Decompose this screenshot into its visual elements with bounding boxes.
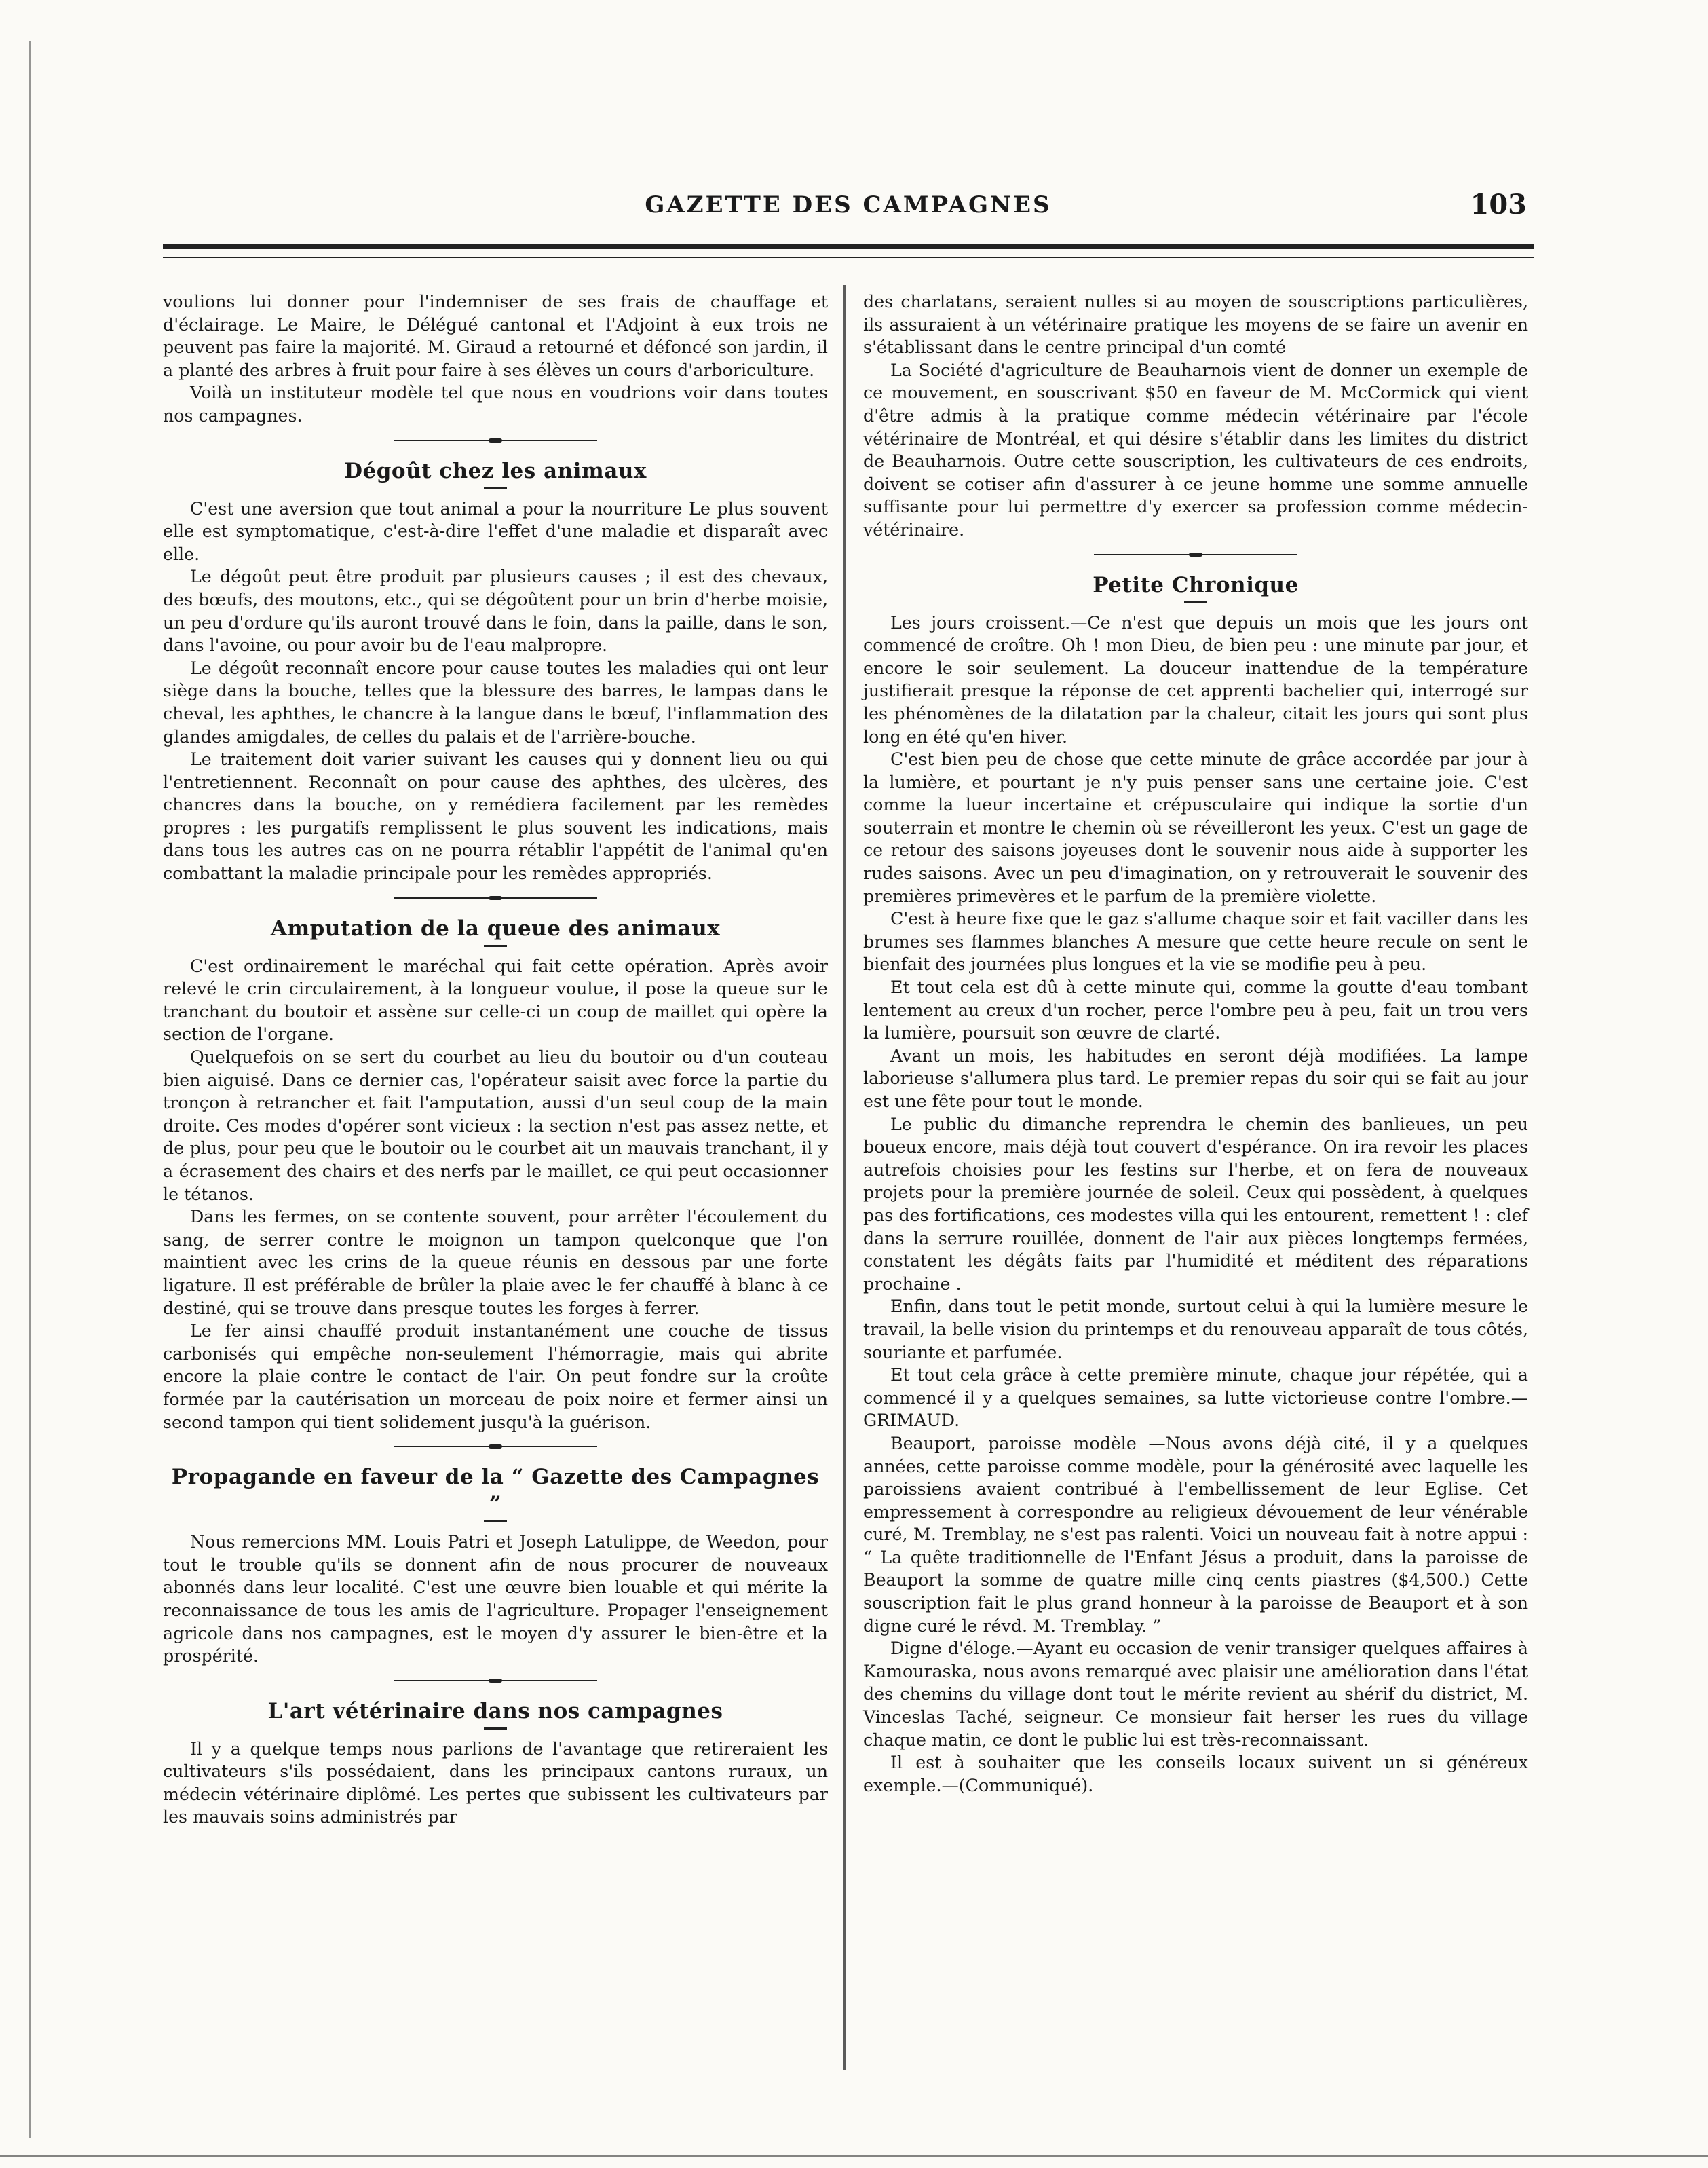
article-paragraph: Le fer ainsi chauffé produit instantanément une couche de tissus carbonisés qui empêche non-seulement l'hémorragie, mais qui abrite encore la plaie contre le contact de l'air. On peut fondre sur la croûte formée par la cautérisation un morceau de poix noire et fermer ainsi un second tampon qui tient solidement jusqu'à la guérison. (163, 1321, 828, 1432)
article-paragraph: C'est ordinairement le maréchal qui fait cette opération. Après avoir relevé le crin circulairement, à la longueur voulue, il pose la queue sur le tranchant du boutoir et assène sur celle-ci un coup de maillet qui opère la section de l'organe. (163, 956, 828, 1045)
page-number: 103 (1470, 189, 1527, 221)
article-paragraph: Dans les fermes, on se contente souvent, pour arrêter l'écoulement du sang, de serrer contre le moignon un tampon quelconque que l'on maintient avec les crins de la queue réunis en dessous par une forte ligature. Il est préférable de brûler la plaie avec le fer chauffé à blanc à ce destiné, qui se trouve dans presque toutes les forges à ferrer. (163, 1207, 828, 1318)
right-column (863, 291, 1528, 1797)
article-paragraph: Voilà un instituteur modèle tel que nous en voudrions voir dans toutes nos campagnes. (163, 383, 828, 426)
section-title-chronique: Petite Chronique (1093, 572, 1299, 597)
header-rule-thin (163, 257, 1534, 258)
title-dash (1184, 601, 1207, 603)
article-paragraph: Digne d'éloge.—Ayant eu occasion de venir transiger quelques affaires à Kamouraska, nous avons remarqué avec plaisir une amélioration dans l'état des chemins du village dont tout le mérite revient au shérif du district, M. Vinceslas Taché, seigneur. Ce monsieur fait herser les rues du village chaque matin, ce dont le public lui est très-reconnaissant. (863, 1639, 1528, 1750)
page-header (163, 183, 1534, 231)
section-title-propagande: Propagande en faveur de la “ Gazette des Campagnes ” (171, 1465, 820, 1517)
article-paragraph: Et tout cela est dû à cette minute qui, comme la goutte d'eau tombant lentement au creux d'un rocher, perce l'ombre peu à peu, fait un trou vers la lumière, poursuit son œuvre de clarté. (863, 977, 1528, 1043)
title-dash (484, 487, 507, 489)
left-column (163, 291, 828, 1829)
article-paragraph: C'est bien peu de chose que cette minute de grâce accordée par jour à la lumière, et pourtant je n'y puis penser sans une certaine joie. C'est comme la lueur incertaine et crépusculaire qui indique la sortie d'un souterrain et montre le chemin où se réveilleront les yeux. C'est un gage de ce retour des saisons joyeuses dont le souvenir nous aide à supporter les rudes saisons. Avec un peu d'imagination, on y retrouverait le souvenir des premières primevères et le parfum de la première violette. (863, 749, 1528, 906)
section-separator (394, 1679, 597, 1683)
article-paragraph: Quelquefois on se sert du courbet au lieu du boutoir ou d'un couteau bien aiguisé. Dans ce dernier cas, l'opérateur saisit avec force la partie du tronçon à retrancher et fait l'amputation, aussi d'un seul coup de la main droite. Ces modes d'opérer sont vicieux : la section n'est pas assez nette, et de plus, pour peu que le boutoir ou le courbet ait un mauvais tranchant, il y a écrasement des chairs et des nerfs par le maillet, ce qui peut occasionner le tétanos. (163, 1047, 828, 1204)
article-paragraph: Le dégoût peut être produit par plusieurs causes ; il est des chevaux, des bœufs, des moutons, etc., qui se dégoûtent pour un brin d'herbe moisie, un peu d'ordure qu'ils auront trouvé dans le foin, dans la paille, dans le son, dans l'avoine, ou pour avoir bu de l'eau malpropre. (163, 567, 828, 656)
article-paragraph: La Société d'agriculture de Beauharnois vient de donner un exemple de ce mouvement, en souscrivant $50 en faveur de M. McCormick qui vient d'être admis à la pratique comme médecin vétérinaire par l'école vétérinaire de Montréal, et qui désire s'établir dans les limites du district de Beauharnois. Outre cette souscription, les cultivateurs de ces endroits, doivent se cotiser afin d'assurer à ce jeune homme une somme annuelle suffisante pour lui permettre d'y exercer sa profession comme médecin-vétérinaire. (863, 360, 1528, 540)
title-dash (484, 1520, 507, 1522)
section-separator (394, 438, 597, 443)
section-title-veterinaire: L'art vétérinaire dans nos campagnes (267, 1698, 723, 1723)
journal-title: GAZETTE DES CAMPAGNES (645, 191, 1052, 219)
article-paragraph: des charlatans, seraient nulles si au moyen de souscriptions particulières, ils assuraient à un vétérinaire pratique les moyens de se faire un avenir en s'établissant dans le centre principal d'un comté (863, 292, 1528, 358)
column-divider (843, 285, 846, 2070)
article-paragraph: Beauport, paroisse modèle —Nous avons déjà cité, il y a quelques années, cette paroisse comme modèle, pour la générosité avec laquelle les paroissiens avaient contribué à l'embellissement de leur Eglise. Cet empressement à correspondre au religieux dévouement de leur vénérable curé, M. Tremblay, ne s'est pas ralenti. Voici un nouveau fait à notre appui : “ La quête traditionnelle de l'Enfant Jésus a produit, dans la paroisse de Beauport la somme de quatre mille cinq cents piastres ($4,500.) Cette souscription fait le plus grand honneur à la paroisse de Beauport et à son digne curé le révd. M. Tremblay. ” (863, 1433, 1528, 1636)
article-paragraph: Le dégoût reconnaît encore pour cause toutes les maladies qui ont leur siège dans la bouche, telles que la blessure des barres, le lampas dans le cheval, les aphthes, le chancre à la langue dans le bœuf, l'inflammation des glandes amigdales, de celles du palais et de l'arrière-bouche. (163, 658, 828, 747)
article-paragraph: C'est à heure fixe que le gaz s'allume chaque soir et fait vaciller dans les brumes ses flammes blanches A mesure que cette heure recule on sent le bienfait des journées plus longues et la vie se modifie peu à peu. (863, 909, 1528, 975)
page-bottom-rule (0, 2155, 1708, 2157)
article-paragraph: Il est à souhaiter que les conseils locaux suivent un si généreux exemple.—(Communiqué). (863, 1753, 1528, 1795)
section-separator (1094, 553, 1297, 557)
title-dash (484, 945, 507, 947)
article-paragraph: Avant un mois, les habitudes en seront déjà modifiées. La lampe laborieuse s'allumera plus tard. Le premier repas du soir qui se fait au jour est une fête pour tout le monde. (863, 1045, 1528, 1111)
section-title-degout: Dégoût chez les animaux (344, 458, 647, 483)
article-paragraph: Le public du dimanche reprendra le chemin des banlieues, un peu boueux encore, mais déjà tout couvert d'espérance. On ira revoir les places autrefois choisies pour les festins sur l'herbe, et on fera de nouveaux projets pour la première journée de soleil. Ceux qui possèdent, à quelques pas des fortifications, ces modestes villa qui les entourent, remettent ! : clef dans la serrure rouillée, donnent de l'air aux pièces longtemps fermées, constatent les dégâts faits par l'humidité et méditent des réparations prochaine . (863, 1114, 1528, 1294)
header-rule-thick (163, 244, 1534, 249)
article-paragraph: Nous remercions MM. Louis Patri et Joseph Latulippe, de Weedon, pour tout le trouble qu'ils se donnent afin de nous procurer de nouveaux abonnés dans leur localité. C'est une œuvre bien louable et qui mérite la reconnaissance de tous les amis de l'agriculture. Propager l'enseignement agricole dans nos campagnes, est le moyen d'y assurer le bien-être et la prospérité. (163, 1532, 828, 1666)
article-paragraph: Les jours croissent.—Ce n'est que depuis un mois que les jours ont commencé de croître. Oh ! mon Dieu, de bien peu : une minute par jour, et encore le soir seulement. La douceur inattendue de la température justifierait presque la réponse de cet apprenti bachelier qui, interrogé sur les phénomènes de la dilatation par la chaleur, citait les jours qui sont plus long en été qu'en hiver. (863, 612, 1528, 747)
section-separator (394, 1444, 597, 1449)
binding-edge (29, 41, 31, 2138)
article-paragraph: Enfin, dans tout le petit monde, surtout celui à qui la lumière mesure le travail, la belle vision du printemps et du renouveau apparaît de tous côtés, souriante et parfumée. (863, 1296, 1528, 1362)
title-dash (484, 1727, 507, 1730)
article-paragraph: Le traitement doit varier suivant les causes qui y donnent lieu ou qui l'entretiennent. Reconnaît on pour cause des aphthes, des ulcères, des chancres dans la bouche, on y remédiera facilement par les remèdes propres : les purgatifs remplissent le plus souvent les indications, mais dans tous les autres cas on ne pourra rétablir l'appétit de l'animal qu'en combattant la maladie principale pour les remèdes appropriés. (163, 749, 828, 884)
article-paragraph: Il y a quelque temps nous parlions de l'avantage que retireraient les cultivateurs s'ils possédaient, dans les principaux cantons ruraux, un médecin vétérinaire diplômé. Les pertes que subissent les cultivateurs par les mauvais soins administrés par (163, 1738, 828, 1827)
section-separator (394, 896, 597, 900)
article-paragraph: C'est une aversion que tout animal a pour la nourriture Le plus souvent elle est symptomatique, c'est-à-dire l'effet d'une maladie et disparaît avec elle. (163, 498, 828, 564)
section-title-amputation: Amputation de la queue des animaux (270, 916, 721, 941)
article-paragraph: voulions lui donner pour l'indemniser de ses frais de chauffage et d'éclairage. Le Maire, le Délégué cantonal et l'Adjoint à eux trois ne peuvent pas faire la majorité. M. Giraud a retourné et défoncé son jardin, il a planté des arbres à fruit pour faire à ses élèves un cours d'arboriculture. (163, 292, 828, 380)
article-paragraph: Et tout cela grâce à cette première minute, chaque jour répétée, qui a commencé il y a quelques semaines, sa lutte victorieuse contre l'ombre.—GRIMAUD. (863, 1365, 1528, 1431)
